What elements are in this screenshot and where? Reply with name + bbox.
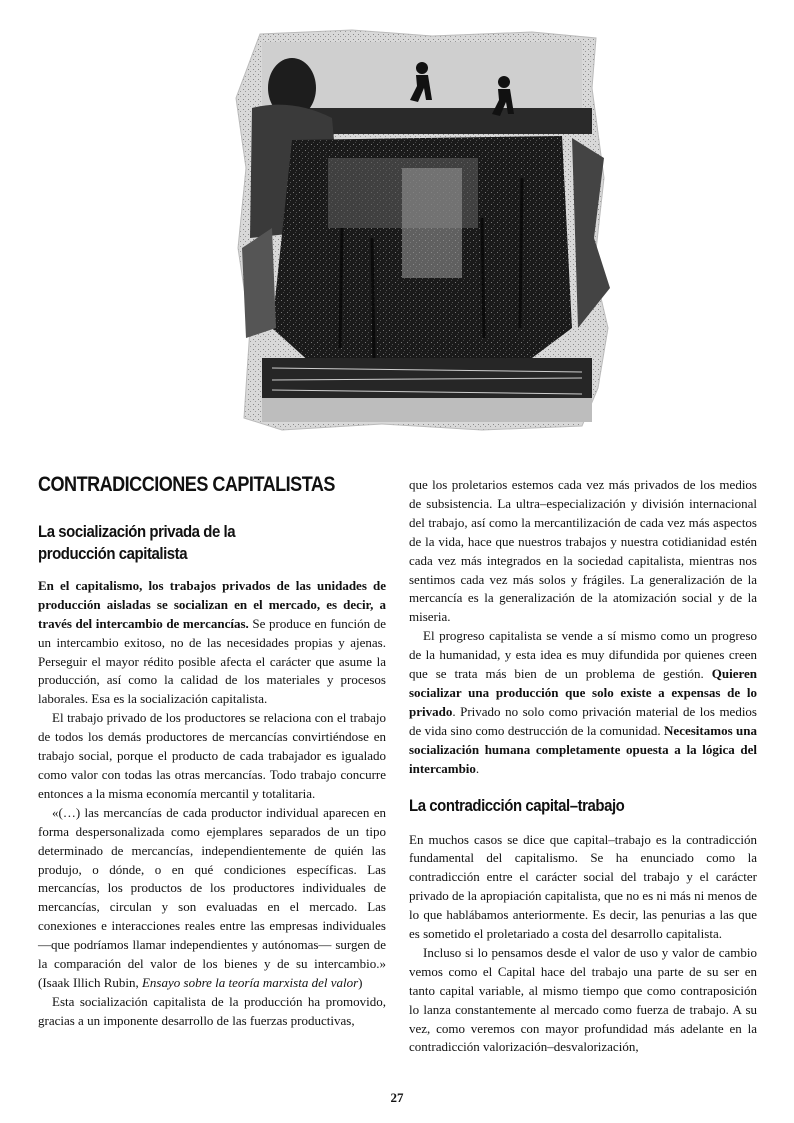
paragraph-text: . Privado no solo como privación material de los medios de vida sino como destrucción de la comunidad. [409, 703, 757, 738]
paragraph: Esta socialización capitalista de la producción ha promovido, gracias a un imponente desarrollo de las fuerzas productivas, [38, 993, 386, 1028]
subheading-capital-labor: La contradicción capital–trabajo [409, 795, 625, 815]
paragraph-text: Se produce en función de un intercambio exitoso, no de las necesidades propias y ajenas. Perseguir el mayor rédito posible afecta el carácter que asume la producción, así como la calidad de los materiales y procesos laborales. Esa es la socialización capitalista. [38, 615, 386, 707]
paragraph: En muchos casos se dice que capital–trabajo es la contradicción fundamental del capitalismo. Se ha enunciado como la contradicción entre el carácter social del trabajo y el carácter privado de la apropiación capitalista, que no es ni más ni menos de lo que hablábamos anteriormente. Es decir, las penurias a las que es sometido el proletariado a costa del desarrollo capitalista. [409, 831, 757, 942]
bold-lead: En el capitalismo, los trabajos privados de las unidades de producción aisladas se socializan en el mercado, es decir, a través del intercambio de mercancías. [38, 577, 386, 631]
paragraph [409, 627, 757, 778]
section-title: CONTRADICCIONES CAPITALISTAS [38, 473, 335, 496]
subheading-line-2: producción capitalista [38, 543, 188, 563]
collage-illustration [232, 28, 614, 432]
paragraph: que los proletarios estemos cada vez más privados de los medios de subsistencia. La ultra–especialización y división internacional del trabajo, así como la mercantilización de cada vez más aspectos de la vida, hace que nuestros trabajos y nuestra cotidianidad estén cada vez más integrados en la sociedad capitalista, mientras nos sentimos cada vez más solos y frágiles. La generalización de la mercancía es la generalización de la atomización social y de la miseria. [409, 477, 757, 625]
paragraph-text: . [475, 760, 480, 776]
right-column [409, 476, 757, 1057]
bold-phrase: Necesitamos una socialización humana completamente opuesta a la lógica del intercambio [409, 722, 757, 776]
book-title: Ensayo sobre la teoría marxista del valor [141, 974, 359, 990]
bold-phrase: Quieren socializar una producción que solo existe a expensas de lo privado [409, 666, 757, 719]
subheading-line-1: La socialización privada de la [38, 521, 236, 541]
paragraph: El trabajo privado de los productores se relaciona con el trabajo de todos los demás productores de mercancías convirtiéndose en trabajo social, porque el producto de cada trabajador es igualado como valor con todas las otras mercancías. Todo trabajo concurre entonces a la misma economía mercantil y totalitaria. [38, 710, 386, 801]
left-column [38, 473, 386, 1031]
quote-paragraph [38, 804, 386, 993]
subheading-private-socialization [38, 521, 344, 565]
page-number: 27 [390, 1090, 404, 1105]
paragraph: Incluso si lo pensamos desde el valor de uso y valor de cambio vemos como el Capital hace del trabajo una parte de su ser en tanto capital variable, al mismo tiempo que como contraposición lo lanza constantemente al mercado como fuerza de trabajo. A su vez, como veremos con mayor profundidad más adelante en la contradicción valorización–desvalorización, [409, 944, 757, 1055]
paragraph-text: El progreso capitalista se vende a sí mismo como un progreso de la humanidad, y esta idea es muy difundida por quienes creen que se trata más bien de un problema de gestión. [409, 628, 757, 682]
quote-text: «(…) las mercancías de cada productor individual aparecen en forma despersonalizada como ejemplares separados de un tipo determinado de mercancías, independientemente de quién las produjo, o dónde, o en qué condiciones específicas. Las mercancías, los productos de los productores individuales de mercancías, circulan y son evaluadas en el mercado. Las conexiones e interacciones reales entre las empresas individuales —que podríamos llamar independientes y autónomas— surgen de la comparación del valor de los bienes y de su intercambio.» (Isaak Illich Rubin, [38, 804, 386, 990]
paragraph [38, 577, 386, 709]
quote-end: ) [358, 974, 363, 990]
